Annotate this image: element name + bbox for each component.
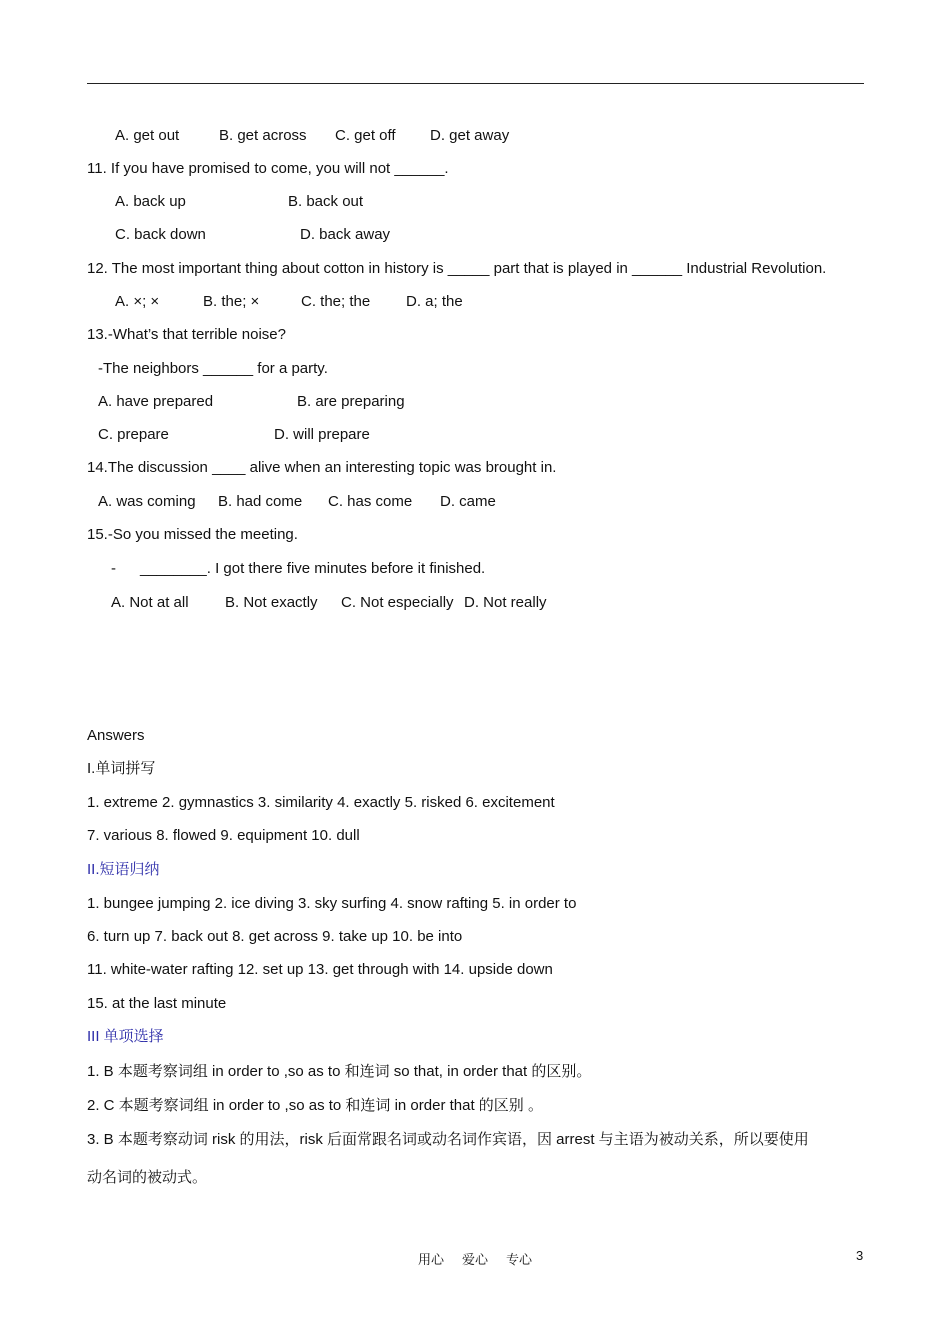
option: C. Not especially bbox=[341, 594, 454, 611]
option: B. had come bbox=[218, 493, 303, 510]
option: B. back out bbox=[288, 193, 364, 210]
option: B. are preparing bbox=[297, 393, 405, 410]
option: D. back away bbox=[300, 226, 391, 243]
option: A. have prepared bbox=[98, 393, 214, 410]
q11-stem: 11. If you have promised to come, you will not ______. bbox=[87, 160, 449, 177]
q15-reply-dash: - bbox=[111, 560, 116, 577]
option: B. get across bbox=[219, 127, 307, 144]
q14-stem: 14.The discussion ____ alive when an interesting topic was brought in. bbox=[87, 459, 557, 476]
option: D. get away bbox=[430, 127, 510, 144]
section1-line: 1. extreme 2. gymnastics 3. similarity 4. exactly 5. risked 6. excitement bbox=[87, 794, 555, 811]
option: A. Not at all bbox=[111, 594, 189, 611]
section3-line: 1. B 本题考察词组 in order to ,so as to 和连词 so that, in order that 的区别。 bbox=[87, 1063, 592, 1080]
option: D. came bbox=[440, 493, 496, 510]
footer-item: 爱心 bbox=[461, 1253, 488, 1268]
option: C. has come bbox=[328, 493, 413, 510]
q11-options-row1 bbox=[115, 192, 363, 212]
q15-options bbox=[111, 593, 547, 613]
option: C. prepare bbox=[98, 426, 169, 443]
footer-item: 用心 bbox=[417, 1253, 444, 1268]
q13-stem: 13.-What’s that terrible noise? bbox=[87, 326, 286, 343]
q13-reply: -The neighbors ______ for a party. bbox=[98, 360, 328, 377]
section3-line: 3. B 本题考察动词 risk 的用法，risk 后面常跟名词或动名词作宾语，因 arrest 与主语为被动关系，所以要使用 bbox=[87, 1131, 809, 1148]
q13-options-row1 bbox=[98, 392, 405, 412]
q12-options bbox=[115, 292, 463, 312]
option: A. get out bbox=[115, 127, 180, 144]
option: D. will prepare bbox=[274, 426, 370, 443]
option: A. was coming bbox=[98, 493, 196, 510]
answers-heading: Answers bbox=[87, 727, 145, 744]
option: C. get off bbox=[335, 127, 396, 144]
section2-line: 6. turn up 7. back out 8. get across 9. take up 10. be into bbox=[87, 928, 463, 945]
footer-item: 专心 bbox=[506, 1253, 533, 1268]
q12-stem: 12. The most important thing about cotton in history is _____ part that is played in ______ Industrial Revolution. bbox=[87, 260, 827, 277]
option: C. back down bbox=[115, 226, 206, 243]
section3-line: 2. C 本题考察词组 in order to ,so as to 和连词 in order that 的区别 。 bbox=[87, 1097, 543, 1114]
section3-line: 动名词的被动式。 bbox=[87, 1169, 208, 1186]
q15-reply: ________. I got there five minutes before it finished. bbox=[140, 560, 486, 577]
page-footer bbox=[0, 1249, 950, 1268]
section3-title: III 单项选择 bbox=[87, 1028, 164, 1045]
q15-stem: 15.-So you missed the meeting. bbox=[87, 526, 298, 543]
q11-options-row2 bbox=[115, 225, 390, 245]
option: D. Not really bbox=[464, 594, 547, 611]
section1-title: I.单词拼写 bbox=[87, 760, 156, 777]
q13-options-row2 bbox=[98, 425, 370, 445]
header-rule bbox=[87, 83, 864, 84]
page-number: 3 bbox=[856, 1248, 864, 1263]
option: B. Not exactly bbox=[225, 594, 318, 611]
q10-options bbox=[115, 126, 509, 146]
section1-line: 7. various 8. flowed 9. equipment 10. dull bbox=[87, 827, 360, 844]
section2-line: 1. bungee jumping 2. ice diving 3. sky surfing 4. snow rafting 5. in order to bbox=[87, 895, 577, 912]
option: C. the; the bbox=[301, 293, 371, 310]
q14-options bbox=[98, 492, 496, 512]
section2-line: 15. at the last minute bbox=[87, 995, 227, 1012]
option: D. a; the bbox=[406, 293, 463, 310]
section2-line: 11. white-water rafting 12. set up 13. get through with 14. upside down bbox=[87, 961, 553, 978]
option: A. back up bbox=[115, 193, 186, 210]
option: B. the; × bbox=[203, 293, 260, 310]
section2-title: II.短语归纳 bbox=[87, 861, 160, 878]
option: A. ×; × bbox=[115, 293, 160, 310]
